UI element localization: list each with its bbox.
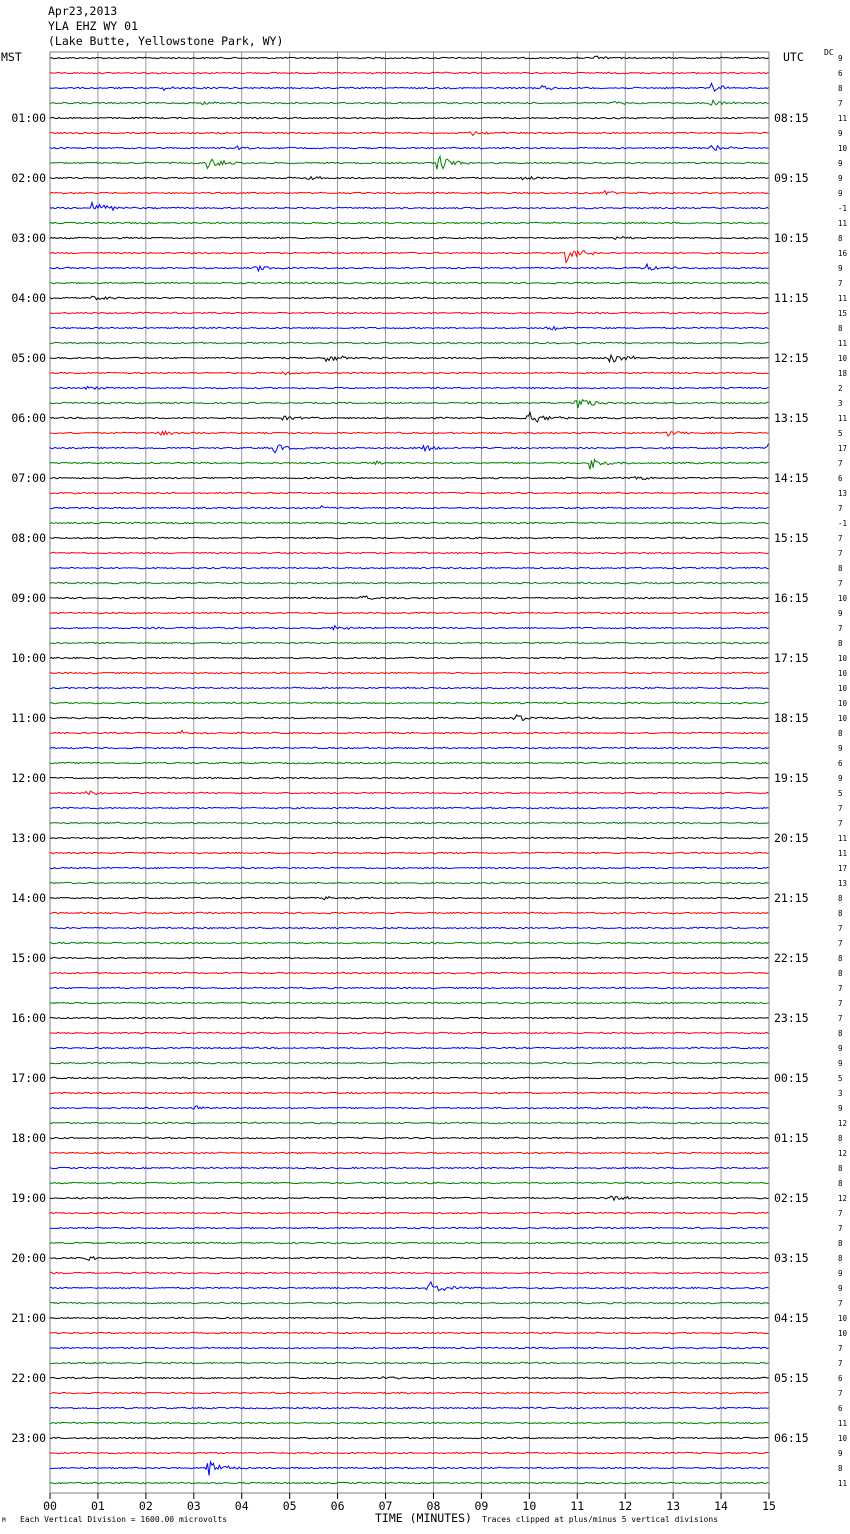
dc-offset-label: 6 (838, 1404, 843, 1413)
mst-hour-label: 04:00 (11, 291, 46, 305)
utc-hour-label: 09:15 (774, 171, 809, 185)
utc-hour-label: 23:15 (774, 1011, 809, 1025)
trace-line (50, 1362, 769, 1363)
scale-note: Each Vertical Division = 1600.00 microvolts (20, 1515, 228, 1524)
dc-offset-label: 11 (838, 219, 848, 228)
dc-offset-label: 10 (838, 654, 848, 663)
x-tick-label: 09 (474, 1499, 489, 1513)
trace-line (50, 747, 769, 748)
dc-offset-label: 7 (838, 579, 843, 588)
trace-line (50, 987, 769, 988)
trace-line (50, 1092, 769, 1093)
trace-line (50, 1377, 769, 1379)
trace-line (50, 1332, 769, 1333)
trace-line (50, 1106, 769, 1109)
utc-hour-label: 21:15 (774, 891, 809, 905)
trace-line (50, 477, 769, 480)
trace-line (50, 177, 769, 180)
trace-line (50, 1032, 769, 1033)
trace-line (50, 1212, 769, 1213)
trace-line (50, 612, 769, 613)
dc-offset-label: 17 (838, 444, 848, 453)
dc-offset-label: 8 (838, 234, 843, 243)
x-tick-label: 05 (282, 1499, 297, 1513)
trace-line (50, 882, 769, 883)
trace-line (50, 372, 769, 375)
dc-offset-label: 16 (838, 249, 848, 258)
trace-line (50, 355, 769, 362)
dc-offset-label: 7 (838, 1359, 843, 1368)
trace-line (50, 702, 769, 703)
trace-line (50, 522, 769, 523)
x-tick-label: 00 (43, 1499, 57, 1513)
trace-line (50, 1422, 769, 1423)
dc-offset-label: 11 (838, 414, 848, 423)
dc-offset-label: 8 (838, 1029, 843, 1038)
dc-offset-label: 10 (838, 669, 848, 678)
trace-line (50, 762, 769, 763)
utc-hour-label: 18:15 (774, 711, 809, 725)
mst-hour-label: 12:00 (11, 771, 46, 785)
dc-offset-label: 8 (838, 1164, 843, 1173)
dc-offset-label: 7 (838, 1209, 843, 1218)
dc-offset-label: 9 (838, 189, 843, 198)
x-tick-label: 02 (138, 1499, 153, 1513)
dc-offset-label: 9 (838, 1449, 843, 1458)
trace-line (50, 1167, 769, 1168)
trace-line (50, 972, 769, 973)
x-tick-label: 13 (666, 1499, 681, 1513)
x-tick-label: 10 (522, 1499, 537, 1513)
dc-offset-label: 6 (838, 474, 843, 483)
dc-offset-label: 7 (838, 924, 843, 933)
dc-offset-label: 6 (838, 759, 843, 768)
utc-hour-label: 03:15 (774, 1251, 809, 1265)
dc-offset-label: 5 (838, 429, 843, 438)
dc-offset-label: 10 (838, 594, 848, 603)
utc-hour-label: 11:15 (774, 291, 809, 305)
trace-line (50, 687, 769, 688)
dc-offset-label: 7 (838, 939, 843, 948)
trace-line (50, 1242, 769, 1243)
dc-offset-label: 8 (838, 969, 843, 978)
dc-offset-label: 8 (838, 324, 843, 333)
trace-line (50, 146, 769, 151)
utc-hour-label: 01:15 (774, 1131, 809, 1145)
x-tick-label: 15 (762, 1499, 776, 1513)
trace-line (50, 1077, 769, 1078)
trace-line (50, 222, 769, 223)
utc-hour-label: 20:15 (774, 831, 809, 845)
header-location: (Lake Butte, Yellowstone Park, WY) (48, 34, 284, 48)
x-tick-label: 07 (378, 1499, 393, 1513)
dc-offset-label: 8 (838, 1134, 843, 1143)
x-tick-label: 04 (234, 1499, 249, 1513)
header-station: YLA EHZ WY 01 (48, 19, 139, 33)
mst-hour-label: 10:00 (11, 651, 46, 665)
dc-offset-label: 12 (838, 1119, 848, 1128)
clip-note: Traces clipped at plus/minus 5 vertical divisions (482, 1515, 719, 1524)
trace-line (50, 237, 769, 240)
dc-offset-label: 10 (838, 144, 848, 153)
dc-offset-label: 8 (838, 1239, 843, 1248)
utc-hour-label: 16:15 (774, 591, 809, 605)
trace-line (50, 1002, 769, 1003)
trace-line (50, 567, 769, 568)
x-axis-title: TIME (MINUTES) (375, 1511, 472, 1525)
dc-offset-label: 9 (838, 264, 843, 273)
trace-line (50, 657, 769, 658)
trace-line (50, 1137, 769, 1138)
dc-offset-label: 11 (838, 114, 848, 123)
dc-offset-label: 7 (838, 459, 843, 468)
dc-offset-label: 8 (838, 564, 843, 573)
trace-line (50, 117, 769, 118)
trace-line (50, 312, 769, 313)
utc-hour-label: 12:15 (774, 351, 809, 365)
trace-line (50, 1317, 769, 1318)
mst-hour-label: 14:00 (11, 891, 46, 905)
x-tick-label: 14 (714, 1499, 728, 1513)
dc-offset-label: 7 (838, 534, 843, 543)
trace-line (50, 1462, 769, 1476)
trace-line (50, 83, 769, 91)
trace-line (50, 791, 769, 795)
trace-line (50, 506, 769, 509)
dc-offset-label: 13 (838, 879, 848, 888)
trace-line (50, 867, 769, 868)
dc-offset-label: 7 (838, 99, 843, 108)
dc-offset-label: 7 (838, 804, 843, 813)
trace-line (50, 715, 769, 720)
dc-offset-label: 7 (838, 1344, 843, 1353)
trace-line (50, 459, 769, 469)
dc-offset-label: 7 (838, 999, 843, 1008)
mst-hour-label: 13:00 (11, 831, 46, 845)
trace-line (50, 1257, 769, 1261)
trace-line (50, 642, 769, 643)
mst-hour-label: 02:00 (11, 171, 46, 185)
trace-line (50, 132, 769, 136)
trace-line (50, 837, 769, 838)
utc-hour-label: 13:15 (774, 411, 809, 425)
dc-offset-label: 8 (838, 1179, 843, 1188)
trace-line (50, 927, 769, 928)
utc-hour-label: 02:15 (774, 1191, 809, 1205)
trace-line (50, 1392, 769, 1393)
dc-offset-label: 8 (838, 1464, 843, 1473)
dc-offset-label: 9 (838, 1059, 843, 1068)
trace-line (50, 191, 769, 195)
dc-column-header: DC (824, 48, 834, 57)
dc-offset-label: 10 (838, 714, 848, 723)
trace-line (50, 596, 769, 599)
x-tick-label: 08 (426, 1499, 441, 1513)
trace-line (50, 730, 769, 734)
trace-line (50, 444, 769, 453)
dc-offset-label: 7 (838, 1389, 843, 1398)
trace-line (50, 1282, 769, 1291)
dc-offset-label: 9 (838, 609, 843, 618)
dc-offset-label: 12 (838, 1149, 848, 1158)
x-tick-label: 11 (570, 1499, 585, 1513)
trace-line (50, 203, 769, 211)
mst-hour-label: 11:00 (11, 711, 46, 725)
utc-hour-label: 15:15 (774, 531, 809, 545)
trace-line (50, 72, 769, 73)
dc-offset-label: 7 (838, 1299, 843, 1308)
mst-hour-label: 01:00 (11, 111, 46, 125)
dc-offset-label: 7 (838, 504, 843, 513)
trace-line (50, 1017, 769, 1018)
mst-hour-label: 08:00 (11, 531, 46, 545)
dc-offset-label: 13 (838, 489, 848, 498)
utc-hour-label: 05:15 (774, 1371, 809, 1385)
mst-hour-label: 20:00 (11, 1251, 46, 1265)
dc-offset-label: 9 (838, 174, 843, 183)
trace-line (50, 1122, 769, 1123)
trace-line (50, 1047, 769, 1048)
dc-offset-label: 9 (838, 1104, 843, 1113)
mst-hour-label: 16:00 (11, 1011, 46, 1025)
mst-hour-label: 18:00 (11, 1131, 46, 1145)
dc-offset-label: 9 (838, 774, 843, 783)
dc-offset-label: 9 (838, 1284, 843, 1293)
dc-offset-label: 8 (838, 1254, 843, 1263)
trace-line (50, 1152, 769, 1153)
dc-offset-label: 7 (838, 1014, 843, 1023)
trace-line (50, 537, 769, 538)
utc-axis-label: UTC (783, 50, 804, 64)
mst-hour-label: 17:00 (11, 1071, 46, 1085)
dc-offset-label: 6 (838, 69, 843, 78)
dc-offset-label: 7 (838, 819, 843, 828)
utc-hour-label: 00:15 (774, 1071, 809, 1085)
trace-line (50, 1347, 769, 1348)
dc-offset-label: 10 (838, 1314, 848, 1323)
dc-offset-label: 8 (838, 639, 843, 648)
utc-hour-label: 04:15 (774, 1311, 809, 1325)
trace-line (50, 1302, 769, 1303)
trace-line (50, 1196, 769, 1200)
trace-line (50, 957, 769, 958)
dc-offset-label: 8 (838, 84, 843, 93)
dc-offset-label: -1 (838, 204, 848, 213)
dc-offset-label: 7 (838, 984, 843, 993)
x-tick-label: 01 (91, 1499, 105, 1513)
dc-offset-label: 15 (838, 309, 848, 318)
dc-offset-label: 7 (838, 549, 843, 558)
mst-hour-label: 05:00 (11, 351, 46, 365)
mst-hour-label: 19:00 (11, 1191, 46, 1205)
mst-hour-label: 23:00 (11, 1431, 46, 1445)
dc-offset-label: 11 (838, 294, 848, 303)
utc-hour-label: 14:15 (774, 471, 809, 485)
dc-offset-label: 8 (838, 894, 843, 903)
mst-hour-label: 06:00 (11, 411, 46, 425)
dc-offset-label: 3 (838, 399, 843, 408)
dc-offset-label: 5 (838, 1074, 843, 1083)
trace-line (50, 1452, 769, 1453)
dc-offset-label: 17 (838, 864, 848, 873)
mst-hour-label: 07:00 (11, 471, 46, 485)
dc-offset-label: 11 (838, 339, 848, 348)
trace-line (50, 822, 769, 823)
trace-line (50, 100, 769, 105)
trace-line (50, 626, 769, 630)
trace-line (50, 942, 769, 943)
trace-line (50, 1482, 769, 1483)
dc-offset-label: 9 (838, 54, 843, 63)
dc-offset-label: 11 (838, 1479, 848, 1488)
dc-offset-label: 9 (838, 1044, 843, 1053)
trace-line (50, 582, 769, 583)
trace-line (50, 852, 769, 853)
trace-line (50, 807, 769, 808)
dc-offset-label: 12 (838, 1194, 848, 1203)
trace-line (50, 552, 769, 553)
x-tick-label: 12 (618, 1499, 633, 1513)
x-tick-label: 03 (186, 1499, 201, 1513)
dc-offset-label: 5 (838, 789, 843, 798)
dc-offset-label: 9 (838, 159, 843, 168)
trace-line (50, 282, 769, 283)
dc-offset-label: -1 (838, 519, 848, 528)
dc-offset-label: 10 (838, 1329, 848, 1338)
dc-offset-label: 8 (838, 954, 843, 963)
trace-line (50, 431, 769, 436)
dc-offset-label: 8 (838, 909, 843, 918)
trace-line (50, 400, 769, 408)
trace-line (50, 342, 769, 343)
trace-line (50, 1182, 769, 1183)
trace-line (50, 296, 769, 299)
mst-hour-label: 15:00 (11, 951, 46, 965)
trace-line (50, 777, 769, 778)
dc-offset-label: 11 (838, 849, 848, 858)
trace-line (50, 897, 769, 900)
trace-line (50, 264, 769, 271)
trace-line (50, 1227, 769, 1228)
mst-hour-label: 21:00 (11, 1311, 46, 1325)
dc-offset-label: 6 (838, 1374, 843, 1383)
dc-offset-label: 3 (838, 1089, 843, 1098)
x-tick-label: 06 (330, 1499, 345, 1513)
dc-offset-label: 10 (838, 1434, 848, 1443)
trace-line (50, 1407, 769, 1408)
header-date: Apr23,2013 (48, 4, 118, 18)
utc-hour-label: 08:15 (774, 111, 809, 125)
corner-mark: M (2, 1517, 6, 1524)
utc-hour-label: 10:15 (774, 231, 809, 245)
trace-line (50, 56, 769, 59)
trace-line (50, 1272, 769, 1273)
trace-line (50, 412, 769, 422)
mst-hour-label: 22:00 (11, 1371, 46, 1385)
dc-offset-label: 7 (838, 1224, 843, 1233)
dc-offset-label: 8 (838, 729, 843, 738)
trace-line (50, 492, 769, 493)
utc-hour-label: 19:15 (774, 771, 809, 785)
trace-line (50, 672, 769, 673)
trace-line (50, 156, 769, 169)
utc-hour-label: 22:15 (774, 951, 809, 965)
dc-offset-label: 10 (838, 699, 848, 708)
dc-offset-label: 10 (838, 354, 848, 363)
mst-hour-label: 09:00 (11, 591, 46, 605)
dc-offset-label: 11 (838, 834, 848, 843)
trace-line (50, 912, 769, 913)
trace-line (50, 387, 769, 390)
dc-offset-label: 9 (838, 1269, 843, 1278)
dc-offset-label: 2 (838, 384, 843, 393)
trace-line (50, 1062, 769, 1063)
mst-hour-label: 03:00 (11, 231, 46, 245)
trace-line (50, 1437, 769, 1438)
utc-hour-label: 06:15 (774, 1431, 809, 1445)
dc-offset-label: 9 (838, 744, 843, 753)
dc-offset-label: 7 (838, 624, 843, 633)
utc-hour-label: 17:15 (774, 651, 809, 665)
dc-offset-label: 10 (838, 684, 848, 693)
dc-offset-label: 7 (838, 279, 843, 288)
dc-offset-label: 9 (838, 129, 843, 138)
dc-offset-label: 18 (838, 369, 848, 378)
mst-axis-label: MST (1, 50, 22, 64)
trace-line (50, 251, 769, 263)
trace-line (50, 327, 769, 331)
dc-offset-label: 11 (838, 1419, 848, 1428)
